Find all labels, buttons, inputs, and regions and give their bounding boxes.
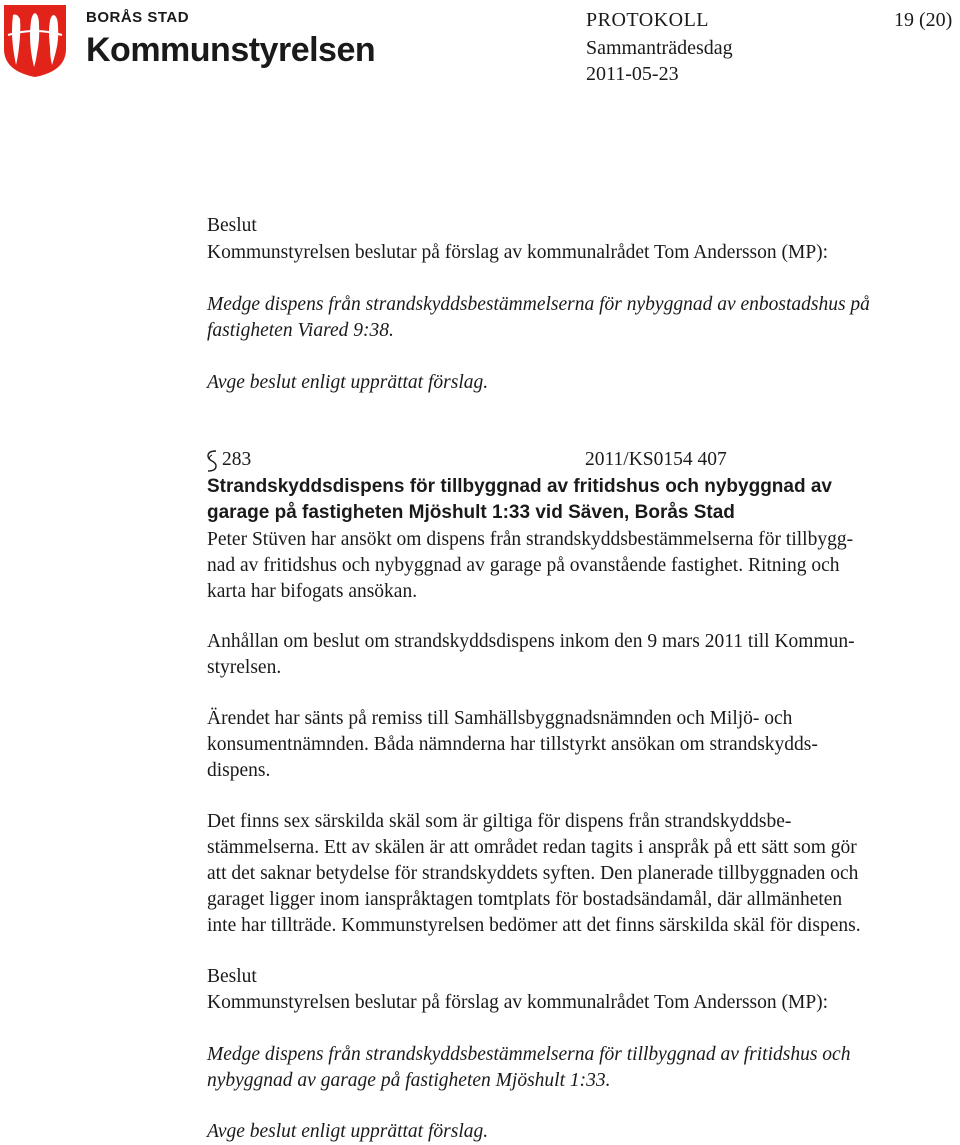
registration-number: 2011/KS0154 407: [585, 449, 727, 470]
organization-name: Kommunstyrelsen: [86, 31, 376, 69]
meeting-date: 2011-05-23: [586, 63, 679, 85]
body-text: Peter Stüven har ansökt om dispens från strandskyddsbestämmelserna för tillbygg-: [207, 529, 854, 550]
decision-heading: Beslut: [207, 966, 257, 987]
boras-stad-logo: [4, 5, 376, 77]
body-text: Det finns sex särskilda skäl som är giltiga för dispens från strandskyddsbe-: [207, 811, 792, 832]
case-number: 283: [222, 449, 252, 470]
section-mark-icon: [205, 449, 219, 473]
city-coat-of-arms-icon: [4, 5, 66, 77]
body-text: garaget ligger inom ianspråktagen tomtplats för bostadsändamål, där allmänheten: [207, 889, 843, 910]
body-text: styrelsen.: [207, 657, 282, 678]
decision-line: Medge dispens från strandskyddsbestämmelserna för nybyggnad av enbostadshus på: [207, 294, 870, 315]
body-text: inte har tillträde. Kommunstyrelsen bedömer att det finns särskilda skäl för dispens.: [207, 915, 861, 936]
page-number: 19 (20): [894, 9, 953, 31]
case-title: Strandskyddsdispens för tillbyggnad av fritidshus och nybyggnad av: [207, 476, 832, 497]
body-text: dispens.: [207, 760, 271, 781]
city-name: BORÅS STAD: [86, 9, 190, 26]
decision-closing: Avge beslut enligt upprättat förslag.: [207, 1121, 489, 1142]
decision-line: nybyggnad av garage på fastigheten Mjöshult 1:33.: [207, 1070, 611, 1091]
body-text: nad av fritidshus och nybyggnad av garage på ovanstående fastighet. Ritning och: [207, 555, 840, 576]
decision-line: Medge dispens från strandskyddsbestämmelserna för tillbyggnad av fritidshus och: [207, 1044, 851, 1065]
decision-closing: Avge beslut enligt upprättat förslag.: [207, 372, 489, 393]
body-text: konsumentnämnden. Båda nämnderna har tillstyrkt ansökan om strandskydds-: [207, 734, 818, 755]
decision-heading: Beslut: [207, 215, 257, 236]
body-text: Anhållan om beslut om strandskyddsdispens inkom den 9 mars 2011 till Kommun-: [207, 631, 855, 652]
case-title: garage på fastigheten Mjöshult 1:33 vid Säven, Borås Stad: [207, 502, 735, 523]
body-text: att det saknar betydelse för strandskyddets syften. Den planerade tillbyggnaden och: [207, 863, 859, 884]
body-text: Ärendet har sänts på remiss till Samhällsbyggnadsnämnden och Miljö- och: [207, 708, 793, 729]
decision-intro: Kommunstyrelsen beslutar på förslag av kommunalrådet Tom Andersson (MP):: [207, 242, 829, 263]
meeting-label: Sammanträdesdag: [586, 37, 733, 59]
decision-intro: Kommunstyrelsen beslutar på förslag av kommunalrådet Tom Andersson (MP):: [207, 992, 829, 1013]
body-text: karta har bifogats ansökan.: [207, 581, 418, 602]
document-type: PROTOKOLL: [586, 9, 710, 31]
decision-line: fastigheten Viared 9:38.: [207, 320, 394, 341]
body-text: stämmelserna. Ett av skälen är att området redan tagits i anspråk på ett sätt som gör: [207, 837, 857, 858]
